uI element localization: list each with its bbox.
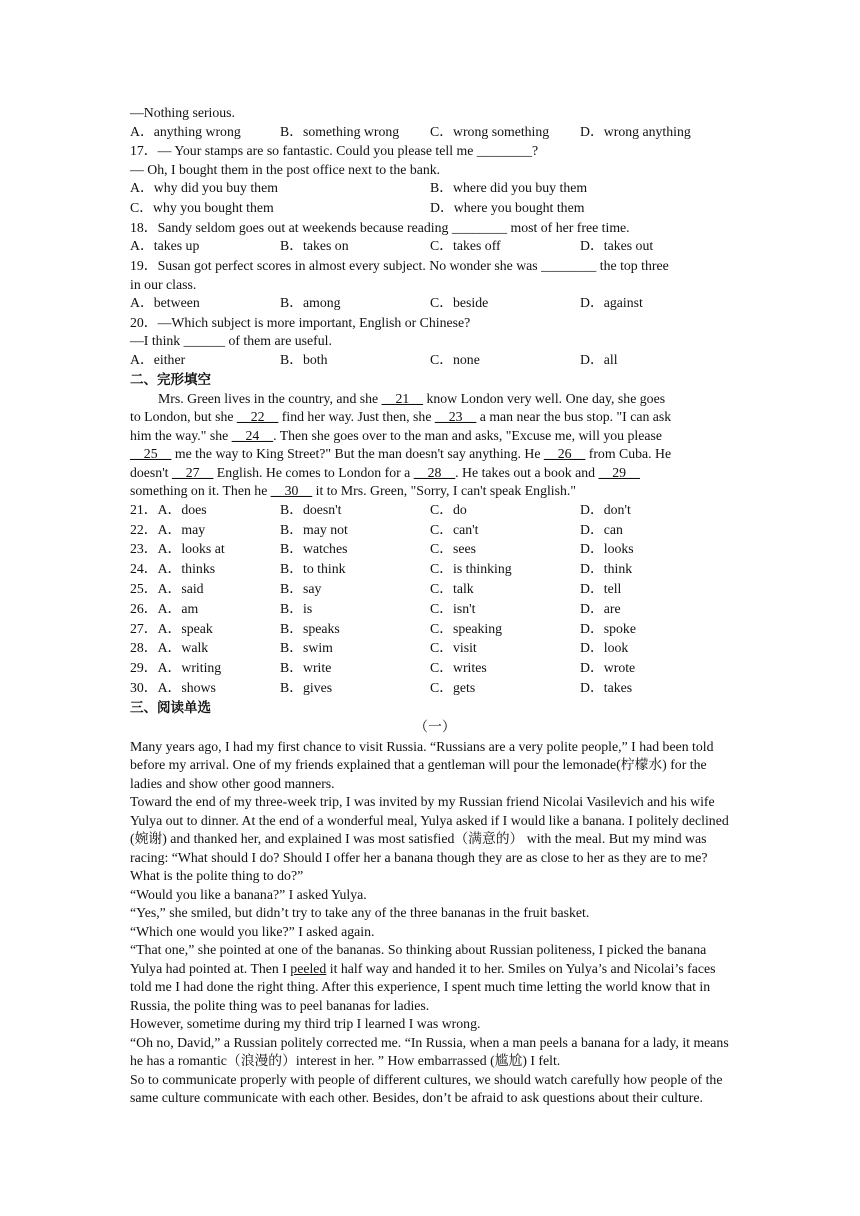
q19-option-d: D．against	[580, 295, 643, 311]
cloze-q24	[130, 560, 740, 580]
cloze-option-d: D．takes	[580, 679, 633, 695]
cloze-line-6	[130, 482, 740, 501]
cloze-option-d: D．looks	[580, 541, 634, 557]
cloze-text: a man near the bus stop. "I can ask	[476, 409, 672, 425]
cloze-option-a: 29．A．writing	[130, 660, 222, 676]
cloze-line-1	[130, 390, 740, 409]
cloze-text: know London very well. One day, she goes	[423, 390, 666, 406]
q19-option-a: A．between	[130, 295, 200, 311]
section-heading-cloze: 二、完形填空	[130, 371, 211, 388]
reading-paragraph-2: Toward the end of my three-week trip, I was invited by my Russian friend Nicolai Vasilevich and his wife Yulya out to dinner. At the end of a wonderful meal, Yulya asked if I would like a banana. I politely declined (婉谢) and thanked her, and explained I was most satisfied（满意的） with the meal. But my mind was racing: “What should I do? Should I offer her a banana though they are as close to her as they are to me? What is the polite thing to do?”	[130, 794, 729, 884]
q17-stem: 17．— Your stamps are so fantastic. Could you please tell me ________?	[130, 143, 539, 159]
q19-option-b: B．among	[280, 295, 341, 311]
q20-option-c: C．none	[430, 351, 480, 367]
cloze-blank: __23__	[434, 409, 477, 425]
q20-stem: 20．—Which subject is more important, English or Chinese?	[130, 314, 471, 330]
exam-content	[130, 104, 740, 1108]
cloze-blank: __29__	[598, 464, 640, 480]
cloze-text: Mrs. Green lives in the country, and she	[158, 390, 382, 406]
cloze-option-a: 28．A．walk	[130, 640, 209, 656]
cloze-option-a: 26．A．am	[130, 600, 199, 616]
cloze-option-b: B．say	[280, 580, 322, 596]
cloze-q21	[130, 501, 740, 521]
cloze-option-d: D．spoke	[580, 620, 636, 636]
cloze-text: it to Mrs. Green, "Sorry, I can't speak English."	[312, 483, 576, 499]
cloze-option-b: B．to think	[280, 561, 346, 577]
q17-option-b: B．where did you buy them	[430, 180, 588, 196]
cloze-option-a: 27．A．speak	[130, 620, 213, 636]
reading-underlined-word: peeled	[290, 960, 327, 976]
cloze-option-b: B．may not	[280, 521, 348, 537]
cloze-option-c: C．talk	[430, 580, 474, 596]
cloze-option-c: C．gets	[430, 679, 476, 695]
cloze-q23	[130, 540, 740, 560]
q17-options-row1	[130, 179, 740, 199]
cloze-text: him the way." she	[130, 427, 232, 443]
q20-option-d: D．all	[580, 351, 618, 367]
cloze-option-a: 24．A．thinks	[130, 561, 216, 577]
q16-option-c: C．wrong something	[430, 123, 550, 139]
cloze-text: from Cuba. He	[585, 446, 672, 462]
cloze-option-a: 30．A．shows	[130, 679, 216, 695]
q18-option-d: D．takes out	[580, 238, 654, 254]
cloze-option-a: 22．A．may	[130, 521, 206, 537]
reading-paragraph-4: “Yes,” she smiled, but didn’t try to take any of the three bananas in the fruit basket.	[130, 905, 590, 921]
cloze-q28	[130, 639, 740, 659]
cloze-option-b: B．is	[280, 600, 313, 616]
cloze-option-b: B．speaks	[280, 620, 340, 636]
reading-paragraph-6	[130, 941, 740, 1015]
q18-option-c: C．takes off	[430, 238, 501, 254]
cloze-option-c: C．writes	[430, 660, 487, 676]
reading-text: “That one,” she pointed at one of the bananas. So thinking about Russian politeness, I picked the banana Yulya had pointed at. Then I	[130, 942, 707, 976]
q18-option-b: B．takes on	[280, 238, 349, 254]
reading-paragraph-8: “Oh no, David,” a Russian politely corrected me. “In Russia, when a man peels a banana for a lady, it means he has a romantic（浪漫的）interest in her. ” How embarrassed (尴尬) I felt.	[130, 1034, 729, 1069]
cloze-q29	[130, 659, 740, 679]
q18-option-a: A．takes up	[130, 238, 200, 254]
cloze-blank: __22__	[236, 409, 279, 425]
cloze-text: find her way. Just then, she	[278, 409, 435, 425]
cloze-text: to London, but she	[130, 409, 237, 425]
q16-options	[130, 123, 740, 143]
cloze-option-d: D．don't	[580, 501, 631, 517]
q17-options-row2	[130, 199, 740, 219]
cloze-option-d: D．think	[580, 561, 633, 577]
cloze-option-a: 21．A．does	[130, 501, 207, 517]
q17-reply: — Oh, I bought them in the post office next to the bank.	[130, 161, 441, 177]
cloze-blank: __27__	[171, 464, 214, 480]
q17-option-c: C．why you bought them	[130, 200, 274, 216]
cloze-option-d: D．wrote	[580, 660, 636, 676]
cloze-q27	[130, 620, 740, 640]
q20-option-a: A．either	[130, 351, 186, 367]
cloze-line-3	[130, 427, 740, 446]
cloze-blank: __21__	[381, 390, 424, 406]
cloze-option-c: C．do	[430, 501, 467, 517]
cloze-blank: __25__	[130, 446, 172, 462]
q19-options	[130, 294, 740, 314]
cloze-text: doesn't	[130, 464, 172, 480]
cloze-option-d: D．can	[580, 521, 623, 537]
q16-option-a: A．anything wrong	[130, 123, 241, 139]
q18-stem: 18．Sandy seldom goes out at weekends because reading ________ most of her free time.	[130, 219, 630, 235]
reading-paragraph-3: “Would you like a banana?” I asked Yulya.	[130, 886, 367, 902]
cloze-text: English. He comes to London for a	[213, 464, 414, 480]
cloze-option-c: C．can't	[430, 521, 479, 537]
cloze-q25	[130, 580, 740, 600]
cloze-blank: __30__	[270, 483, 313, 499]
cloze-q22	[130, 521, 740, 541]
cloze-option-c: C．is thinking	[430, 561, 512, 577]
cloze-option-b: B．watches	[280, 541, 348, 557]
q19-stem-cont: in our class.	[130, 276, 197, 292]
cloze-line-5	[130, 464, 740, 483]
q20-reply: —I think ______ of them are useful.	[130, 333, 332, 349]
q20-option-b: B．both	[280, 351, 328, 367]
cloze-option-b: B．write	[280, 660, 332, 676]
cloze-option-d: D．tell	[580, 580, 622, 596]
cloze-text: me the way to King Street?" But the man doesn't say anything. He	[171, 446, 544, 462]
q17-option-a: A．why did you buy them	[130, 180, 278, 196]
q19-stem: 19．Susan got perfect scores in almost every subject. No wonder she was ________ the top three	[130, 258, 669, 274]
cloze-option-d: D．look	[580, 640, 629, 656]
cloze-blank: __26__	[543, 446, 586, 462]
reading-paragraph-5: “Which one would you like?” I asked again.	[130, 923, 375, 939]
cloze-option-d: D．are	[580, 600, 621, 616]
cloze-q26	[130, 600, 740, 620]
q18-options	[130, 237, 740, 257]
cloze-line-4	[130, 445, 740, 464]
cloze-text: something on it. Then he	[130, 483, 271, 499]
q20-options	[130, 351, 740, 371]
cloze-text: . Then she goes over to the man and asks, "Excuse me, will you please	[273, 427, 662, 443]
reading-paragraph-7: However, sometime during my third trip I learned I was wrong.	[130, 1016, 481, 1032]
cloze-q30	[130, 679, 740, 699]
cloze-option-c: C．sees	[430, 541, 476, 557]
q19-option-c: C．beside	[430, 295, 489, 311]
q16-option-b: B．something wrong	[280, 123, 400, 139]
section-heading-reading: 三、阅读单选	[130, 699, 211, 716]
cloze-option-a: 23．A．looks at	[130, 541, 225, 557]
reading-part-number: （一）	[414, 718, 456, 734]
cloze-blank: __28__	[413, 464, 456, 480]
cloze-option-a: 25．A．said	[130, 580, 204, 596]
cloze-text: . He takes out a book and	[455, 464, 599, 480]
q16-answer: —Nothing serious.	[130, 105, 236, 120]
cloze-option-c: C．visit	[430, 640, 477, 656]
cloze-option-b: B．doesn't	[280, 501, 342, 517]
cloze-option-b: B．swim	[280, 640, 333, 656]
q16-option-d: D．wrong anything	[580, 123, 691, 139]
cloze-option-b: B．gives	[280, 679, 333, 695]
cloze-line-2	[130, 408, 740, 427]
cloze-blank: __24__	[231, 427, 274, 443]
reading-text: it half way and handed it to her. Smiles on Yulya’s and Nicolai’s faces told me I had done the right thing. After this experience, I spent much time letting the world know that in Russia, the polite thing was to peel bananas for ladies.	[130, 960, 716, 1013]
cloze-option-c: C．speaking	[430, 620, 503, 636]
q17-option-d: D．where you bought them	[430, 200, 585, 216]
cloze-option-c: C．isn't	[430, 600, 476, 616]
reading-paragraph-9: So to communicate properly with people of different cultures, we should watch carefully how people of the same culture communicate with each other. Besides, don’t be afraid to ask questions about their culture.	[130, 1071, 723, 1106]
reading-paragraph-1: Many years ago, I had my first chance to visit Russia. “Russians are a very polite people,” I had been told before my arrival. One of my friends explained that a gentleman will pour the lemonade(柠檬水) for the ladies and show other good manners.	[130, 738, 714, 791]
